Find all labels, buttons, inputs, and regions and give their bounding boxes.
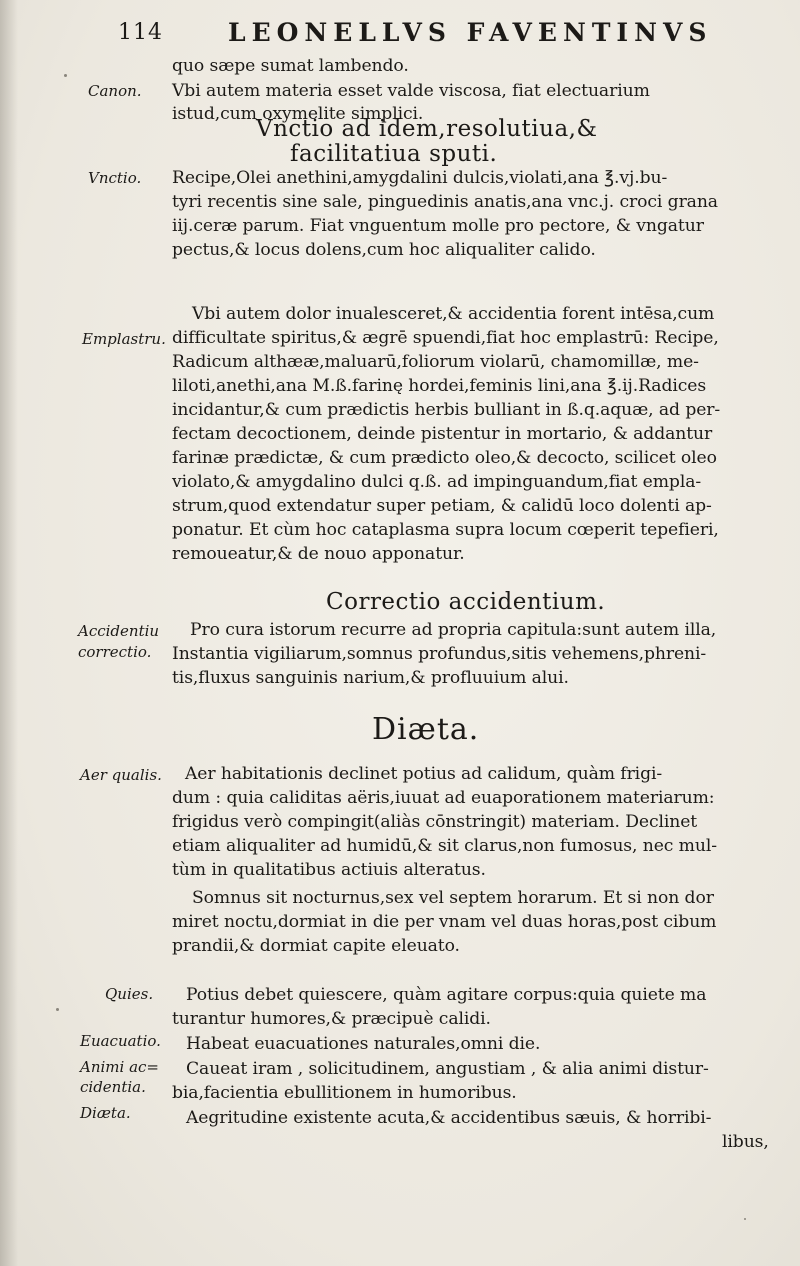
- text-line: pectus,& locus dolens,cum hoc aliqualiter calido.: [172, 240, 596, 260]
- text-line: farinæ prædictæ, & cum prædicto oleo,& decocto, scilicet oleo: [172, 448, 717, 468]
- text-line: Pro cura istorum recurre ad propria capitula:sunt autem illa,: [190, 620, 717, 640]
- text-line: dum : quia caliditas aëris,iuuat ad euaporationem materiarum:: [172, 788, 715, 808]
- text-line: Vbi autem dolor inualesceret,& accidentia forent intēsa,cum: [192, 304, 715, 324]
- text-line: Aegritudine existente acuta,& accidentibus sæuis, & horribi-: [186, 1108, 712, 1128]
- text-line: turantur humores,& præcipuè calidi.: [172, 1009, 491, 1029]
- paper-speck: [744, 1218, 746, 1220]
- text-line: Vbi autem materia esset valde viscosa, fiat electuarium: [172, 81, 650, 101]
- margin-note-emplastrum: Emplastru.: [82, 330, 166, 348]
- text-line: miret noctu,dormiat in die per vnam vel duas horas,post cibum: [172, 912, 717, 932]
- text-line: libus,: [722, 1132, 769, 1152]
- text-line: tyri recentis sine sale, pinguedinis anatis,ana vnc.j. croci grana: [172, 192, 718, 212]
- text-line: prandii,& dormiat capite eleuato.: [172, 936, 460, 956]
- text-line: Instantia vigiliarum,somnus profundus,sitis vehemens,phreni-: [172, 644, 707, 664]
- text-line: iij.ceræ parum. Fiat vnguentum molle pro pectore, & vngatur: [172, 216, 704, 236]
- text-line: bia,facientia ebullitionem in humoribus.: [172, 1083, 517, 1103]
- heading-unctio-line1: Vnctio ad idem,resolutiua,&: [256, 116, 598, 142]
- text-line: difficultate spiritus,& ægrē spuendi,fiat hoc emplastrū: Recipe,: [172, 328, 719, 348]
- margin-note-accidentium: Accidentiu: [78, 622, 160, 640]
- margin-note-quies: Quies.: [105, 985, 154, 1003]
- text-line: tis,fluxus sanguinis narium,& profluuium alui.: [172, 668, 569, 688]
- text-line: Potius debet quiescere, quàm agitare corpus:quia quiete ma: [186, 985, 707, 1005]
- text-line: remoueatur,& de nouo apponatur.: [172, 544, 465, 564]
- page-edge-shadow: [0, 0, 18, 1266]
- margin-note-canon: Canon.: [88, 82, 142, 100]
- text-line: tùm in qualitatibus actiuis alteratus.: [172, 860, 486, 880]
- margin-note-animi: Animi ac=: [80, 1058, 159, 1076]
- margin-note-aer: Aer qualis.: [80, 766, 162, 784]
- paper-speck: [56, 1008, 59, 1011]
- text-line: frigidus verò compingit(aliàs cōnstringit) materiam. Declinet: [172, 812, 698, 832]
- text-line: liloti,anethi,ana M.ß.farinę hordei,feminis lini,ana ℥.ij.Radices: [172, 376, 707, 396]
- text-line: violato,& amygdalino dulci q.ß. ad impinguandum,fiat empla-: [172, 472, 702, 492]
- text-line: istud,cum oxymelite simplici.: [172, 104, 424, 124]
- text-line: quo sæpe sumat lambendo.: [172, 56, 409, 76]
- text-line: strum,quod extendatur super petiam, & calidū loco dolenti ap-: [172, 496, 712, 516]
- running-head: LEONELLVS FAVENTINVS: [228, 18, 713, 47]
- margin-note-unctio: Vnctio.: [88, 169, 142, 187]
- margin-note-euacuatio: Euacuatio.: [80, 1032, 161, 1050]
- margin-note-diaeta: Diæta.: [80, 1104, 131, 1122]
- margin-note-correctio: correctio.: [78, 643, 152, 661]
- heading-diaeta: Diæta.: [372, 712, 480, 747]
- paper-speck: [64, 74, 67, 77]
- heading-unctio-line2: facilitatiua sputi.: [290, 141, 498, 167]
- text-line: Radicum althææ,maluarū,foliorum violarū, chamomillæ, me-: [172, 352, 699, 372]
- text-line: Habeat euacuationes naturales,omni die.: [186, 1034, 541, 1054]
- text-line: Recipe,Olei anethini,amygdalini dulcis,violati,ana ℥.vj.bu-: [172, 168, 668, 188]
- text-line: ponatur. Et cùm hoc cataplasma supra locum cœperit tepefieri,: [172, 520, 719, 540]
- heading-correctio: Correctio accidentium.: [326, 589, 606, 615]
- margin-note-accidentia: cidentia.: [80, 1078, 146, 1096]
- text-line: incidantur,& cum prædictis herbis bulliant in ß.q.aquæ, ad per-: [172, 400, 721, 420]
- text-line: Caueat iram , solicitudinem, angustiam , & alia animi distur-: [186, 1059, 709, 1079]
- text-line: etiam aliqualiter ad humidū,& sit clarus,non fumosus, nec mul-: [172, 836, 717, 856]
- page-header: [0, 18, 800, 58]
- text-line: Aer habitationis declinet potius ad calidum, quàm frigi-: [185, 764, 663, 784]
- text-line: fectam decoctionem, deinde pistentur in mortario, & addantur: [172, 424, 713, 444]
- page-number: 114: [118, 20, 163, 45]
- text-line: Somnus sit nocturnus,sex vel septem horarum. Et si non dor: [192, 888, 714, 908]
